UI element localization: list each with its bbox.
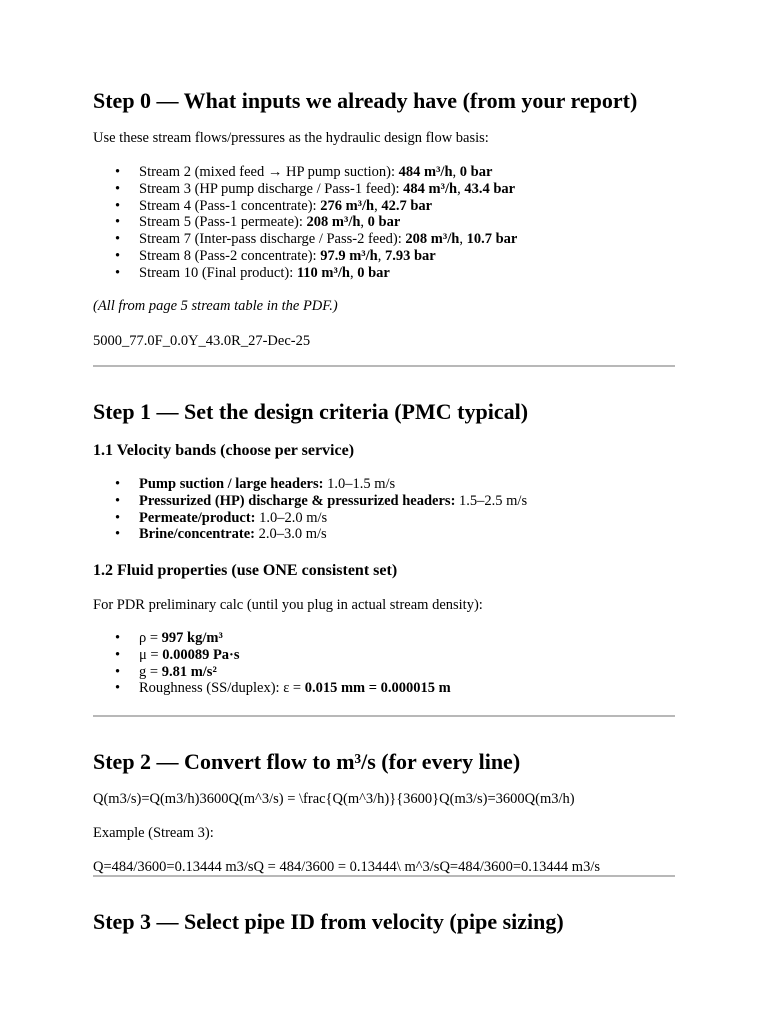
source-note: (All from page 5 stream table in the PDF.) xyxy=(93,298,338,314)
list-item: • Permeate/product: 1.0–2.0 m/s xyxy=(93,510,675,527)
list-item: • Roughness (SS/duplex): ε = 0.015 mm = 0.000015 m xyxy=(93,680,675,697)
section-divider xyxy=(93,365,675,367)
list-item: • Stream 2 (mixed feed → HP pump suction): 484 m³/h, 0 bar xyxy=(93,164,675,181)
list-item: • Stream 4 (Pass-1 concentrate): 276 m³/h, 42.7 bar xyxy=(93,198,675,215)
step3-heading: Step 3 — Select pipe ID from velocity (pipe sizing) xyxy=(93,909,564,934)
example-label: Example (Stream 3): xyxy=(93,825,214,841)
step0-heading: Step 0 — What inputs we already have (from your report) xyxy=(93,88,638,113)
fluid-subheading: 1.2 Fluid properties (use ONE consistent set) xyxy=(93,562,398,579)
section-divider xyxy=(93,715,675,717)
step2-heading: Step 2 — Convert flow to m³/s (for every line) xyxy=(93,749,521,774)
flow-formula: Q(m3/s)=Q(m3/h)3600Q(m^3/s) = \frac{Q(m^3/h)}{3600}Q(m3/s)=3600Q(m3/h) xyxy=(93,791,575,807)
fluid-list xyxy=(93,630,675,697)
fluid-intro: For PDR preliminary calc (until you plug in actual stream density): xyxy=(93,597,483,613)
velocity-list xyxy=(93,476,675,543)
list-item: • Pressurized (HP) discharge & pressurized headers: 1.5–2.5 m/s xyxy=(93,493,675,510)
list-item: • Brine/concentrate: 2.0–3.0 m/s xyxy=(93,526,675,543)
section-divider xyxy=(93,875,675,877)
list-item: • Stream 3 (HP pump discharge / Pass-1 feed): 484 m³/h, 43.4 bar xyxy=(93,181,675,198)
list-item: • Stream 7 (Inter-pass discharge / Pass-2 feed): 208 m³/h, 10.7 bar xyxy=(93,231,675,248)
velocity-subheading: 1.1 Velocity bands (choose per service) xyxy=(93,442,355,459)
list-item: • Stream 5 (Pass-1 permeate): 208 m³/h, 0 bar xyxy=(93,214,675,231)
step1-heading: Step 1 — Set the design criteria (PMC typical) xyxy=(93,399,529,424)
list-item: • g = 9.81 m/s² xyxy=(93,664,675,681)
list-item: • Pump suction / large headers: 1.0–1.5 m/s xyxy=(93,476,675,493)
list-item: • μ = 0.00089 Pa·s xyxy=(93,647,675,664)
list-item: • ρ = 997 kg/m³ xyxy=(93,630,675,647)
list-item: • Stream 8 (Pass-2 concentrate): 97.9 m³/h, 7.93 bar xyxy=(93,248,675,265)
step0-intro: Use these stream flows/pressures as the hydraulic design flow basis: xyxy=(93,130,489,146)
stream-list xyxy=(93,164,675,282)
list-item: • Stream 10 (Final product): 110 m³/h, 0 bar xyxy=(93,265,675,282)
example-formula: Q=484/3600=0.13444 m3/sQ = 484/3600 = 0.13444\ m^3/sQ=484/3600=0.13444 m3/s xyxy=(93,859,600,875)
reference-code: 5000_77.0F_0.0Y_43.0R_27-Dec-25 xyxy=(93,333,311,349)
